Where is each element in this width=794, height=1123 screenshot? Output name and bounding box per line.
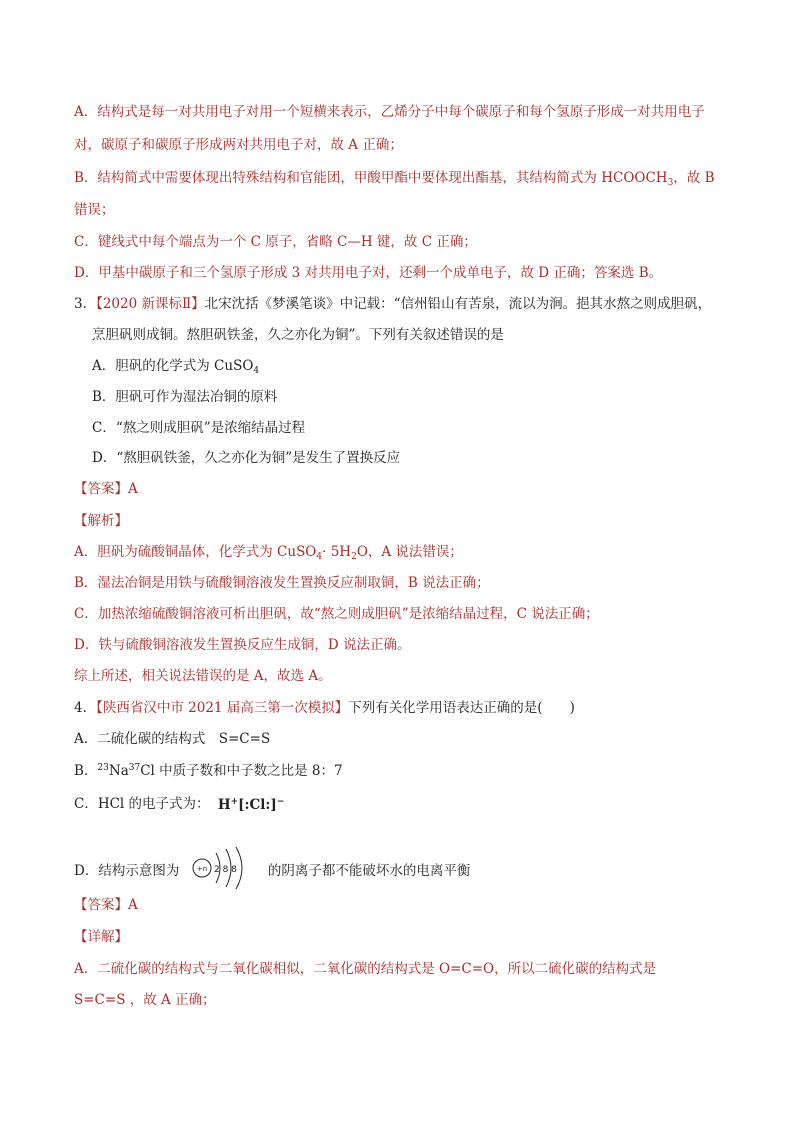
- explanation-a-line2: 对，碳原子和碳原子形成两对共用电子对，故 A 正确；: [74, 137, 403, 153]
- shell-numbers: 2 8 8: [213, 865, 237, 875]
- question-3-explanation-a: A．胆矾为硫酸铜晶体，化学式为 CuSO$_4$· $5H_2O$，A 说法错误；: [74, 544, 463, 562]
- explanation-b-line1: B．结构简式中需要体现出特殊结构和官能团，甲酸甲酯中要体现出酯基，其结构简式为 $HCOOCH_3$，故 B: [74, 170, 715, 188]
- question-4-explanation-a-line2: S=C=S ，故 A 正确；: [74, 992, 216, 1008]
- explanation-b-line2: 错误；: [74, 202, 115, 218]
- ion-structure-diagram: [188, 845, 260, 891]
- explanation-a-line1: A．结构式是每一对共用电子对用一个短横来表示，乙烯分子中每个碳原子和每个氢原子形成一对共用电子: [74, 104, 705, 120]
- explanation-c-line: C．键线式中每个端点为一个 C 原子，省略 C—H 键，故 C 正确；: [74, 234, 477, 250]
- question-3-explanation-b: B．湿法冶铜是用铁与硫酸铜溶液发生置换反应制取铜，B 说法正确；: [74, 575, 490, 591]
- question-4-option-b: B．$^{23}$Na$^{37}$Cl 中质子数和中子数之比是 8：7: [74, 763, 343, 779]
- question-4-answer: 【答案】A: [74, 897, 138, 913]
- nucleus-label: +n: [196, 865, 207, 873]
- question-3-analysis-label: 【解析】: [74, 513, 128, 529]
- question-4-option-a: A．二硫化碳的结构式 S=C=S: [74, 731, 271, 747]
- question-number: 4．: [74, 700, 97, 716]
- question-4-option-c: C．HCl 的电子式为： H+[:Cl:]−: [74, 796, 285, 813]
- electron-formula-hcl: H+[:Cl:]−: [217, 796, 285, 813]
- question-3-stem-line2: 烹胆矾则成铜。熬胆矾铁釜，久之亦化为铜”。下列有关叙述错误的是: [92, 327, 504, 343]
- question-3-answer: 【答案】A: [74, 481, 138, 497]
- question-source: 【2020 新课标Ⅱ】: [96, 296, 205, 312]
- explanation-d-line: D．甲基中碳原子和三个氢原子形成 3 对共用电子对，还剩一个成单电子，故 D 正确；答案选 B。: [74, 265, 663, 281]
- question-3-option-a: A．胆矾的化学式为 CuSO$_4$: [92, 358, 260, 376]
- question-3-summary: 综上所述，相关说法错误的是 A，故选 A。: [74, 668, 332, 684]
- question-3-stem-line1: 3．【2020 新课标Ⅱ】北宋沈括《梦溪笔谈》中记载：“信州铅山有苦泉，流以为涧。挹其水熬之则成胆矾，: [74, 296, 712, 312]
- question-3-option-b: B．胆矾可作为湿法冶铜的原料: [92, 389, 278, 405]
- question-source: 【陕西省汉中市 2021 届高三第一次模拟】: [96, 700, 349, 716]
- question-4-stem: 4．【陕西省汉中市 2021 届高三第一次模拟】下列有关化学用语表达正确的是( ): [74, 700, 575, 716]
- atom-shell-icon: [188, 845, 260, 891]
- question-3-explanation-d: D．铁与硫酸铜溶液发生置换反应生成铜，D 说法正确。: [74, 637, 411, 653]
- question-4-explanation-a-line1: A．二硫化碳的结构式与二氧化碳相似，二氧化碳的结构式是 O=C=O，所以二硫化碳的结构式是: [74, 961, 657, 977]
- question-3-explanation-c: C．加热浓缩硫酸铜溶液可析出胆矾，故“熬之则成胆矾”是浓缩结晶过程，C 说法正确；: [74, 606, 599, 622]
- question-3-option-c: C．“熬之则成胆矾”是浓缩结晶过程: [92, 420, 306, 436]
- question-number: 3．: [74, 296, 97, 312]
- question-4-detail-label: 【详解】: [74, 929, 128, 945]
- question-3-option-d: D．“熬胆矾铁釜，久之亦化为铜”是发生了置换反应: [92, 450, 401, 466]
- question-4-option-d: D．结构示意图为 +n 2 8 8 的阴离子都不能破坏水的电离平衡: [74, 845, 470, 891]
